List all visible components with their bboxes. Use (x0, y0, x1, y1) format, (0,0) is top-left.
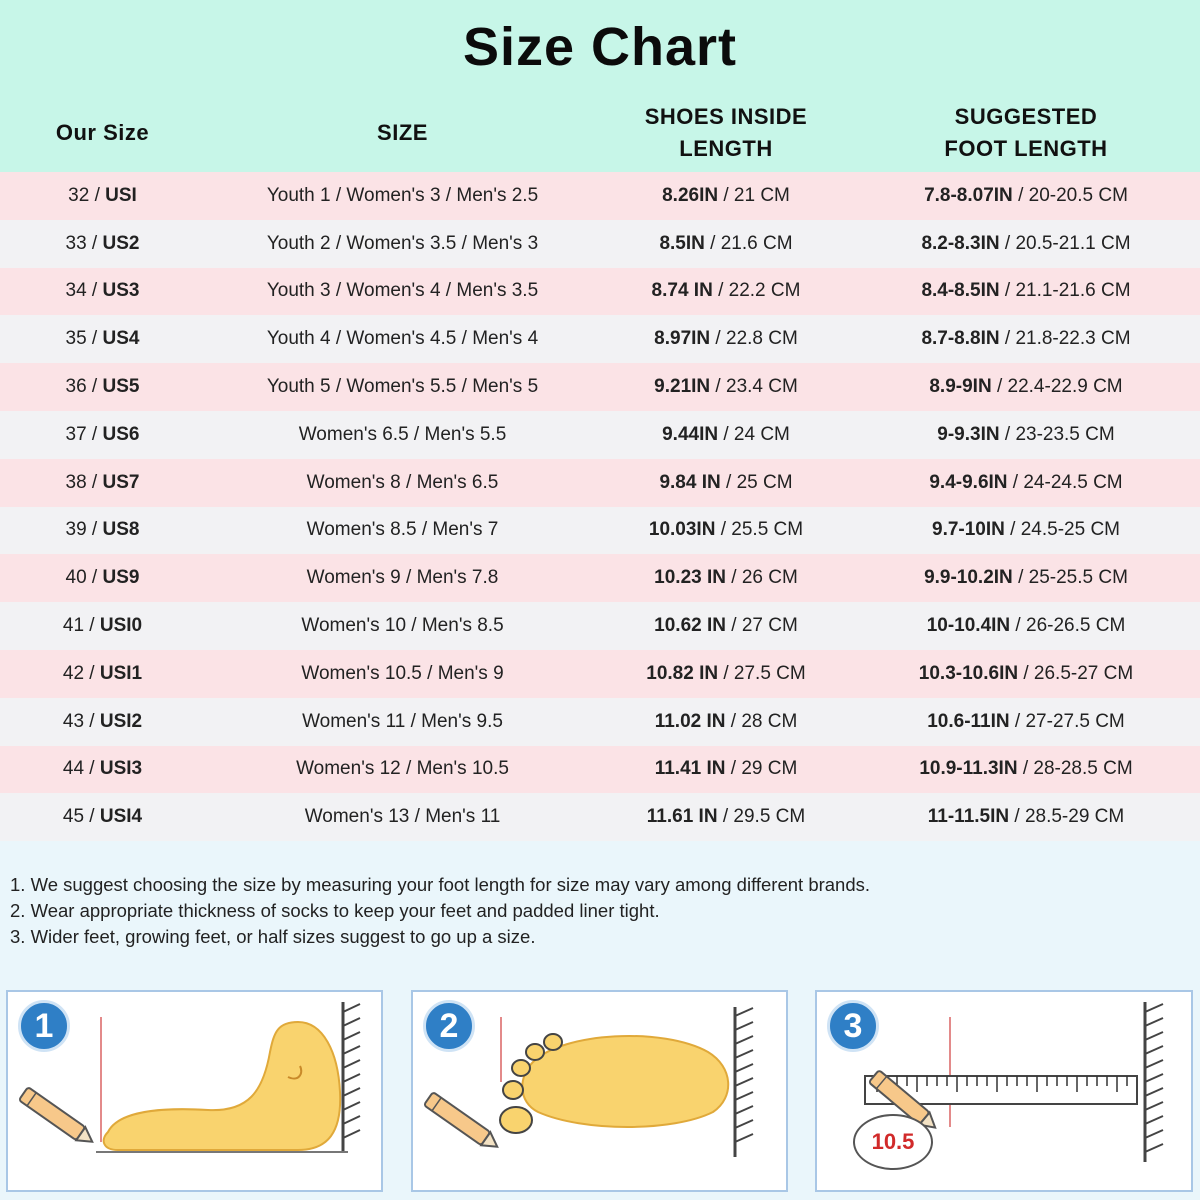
size-cell: Women's 8.5 / Men's 7 (306, 519, 499, 541)
foot-length-in: 9.4-9.6IN (929, 471, 1008, 493)
us-size: USI0 (99, 615, 143, 637)
our-size-cell: 34 / US3 (65, 280, 140, 302)
us-size: US2 (102, 232, 140, 254)
inside-length-in: 10.62 IN (654, 615, 726, 637)
table-row (0, 554, 1200, 602)
inside-length-in: 11.41 IN (654, 758, 726, 780)
note-line: 2. Wear appropriate thickness of socks to keep your feet and padded liner tight. (10, 900, 660, 921)
foot-length-cell: 7.8-8.07IN / 20-20.5 CM (924, 184, 1128, 206)
table-row (0, 315, 1200, 363)
eu-size: 35 (65, 328, 87, 350)
eu-size: 33 (65, 232, 87, 254)
inside-length-cell: 8.97IN / 22.8 CM (654, 328, 798, 350)
foot-length-cell: 10.3-10.6IN / 26.5-27 CM (918, 662, 1134, 684)
us-size: US3 (102, 280, 140, 302)
foot-length-cm: 25-25.5 CM (1028, 567, 1128, 589)
inside-length-cm: 21.6 CM (720, 232, 793, 254)
table-row (0, 746, 1200, 794)
our-size-cell: 40 / US9 (65, 567, 140, 589)
inside-length-in: 8.5IN (659, 232, 705, 254)
foot-length-cell: 8.4-8.5IN / 21.1-21.6 CM (921, 280, 1131, 302)
us-size: US7 (102, 471, 140, 493)
inside-length-cm: 21 CM (733, 184, 790, 206)
foot-length-in: 9.9-10.2IN (924, 567, 1013, 589)
foot-length-cell: 10-10.4IN / 26-26.5 CM (926, 615, 1126, 637)
foot-length-cm: 23-23.5 CM (1015, 423, 1115, 445)
inside-length-cm: 23.4 CM (726, 376, 798, 398)
table-row (0, 602, 1200, 650)
size-cell: Youth 1 / Women's 3 / Men's 2.5 (266, 184, 539, 206)
inside-length-cm: 28 CM (741, 710, 798, 732)
eu-size: 34 (65, 280, 87, 302)
step-1-panel (6, 990, 383, 1192)
step-3-panel (815, 990, 1193, 1192)
step-2-badge: 2 (423, 1000, 475, 1052)
size-cell: Women's 11 / Men's 9.5 (302, 710, 503, 732)
size-cell: Youth 4 / Women's 4.5 / Men's 4 (266, 328, 539, 350)
foot-length-cm: 22.4-22.9 CM (1007, 376, 1123, 398)
our-size-cell: 33 / US2 (65, 232, 140, 254)
size-cell: Youth 5 / Women's 5.5 / Men's 5 (266, 376, 539, 398)
foot-length-cm: 20.5-21.1 CM (1015, 232, 1131, 254)
us-size: US6 (102, 423, 140, 445)
foot-length-cm: 21.8-22.3 CM (1015, 328, 1131, 350)
inside-length-in: 8.97IN (654, 328, 711, 350)
foot-length-cell: 8.7-8.8IN / 21.8-22.3 CM (921, 328, 1131, 350)
our-size-cell: 45 / USI4 (62, 806, 143, 828)
size-cell: Women's 13 / Men's 11 (304, 806, 501, 828)
size-cell: Women's 10.5 / Men's 9 (301, 662, 504, 684)
size-cell: Women's 9 / Men's 7.8 (306, 567, 499, 589)
inside-length-cm: 25 CM (736, 471, 793, 493)
foot-length-cell: 9.9-10.2IN / 25-25.5 CM (924, 567, 1128, 589)
size-cell: Youth 3 / Women's 4 / Men's 3.5 (266, 280, 539, 302)
inside-length-cm: 22.8 CM (726, 328, 798, 350)
inside-length-cell: 9.84 IN / 25 CM (659, 471, 793, 493)
foot-length-cell: 10.9-11.3IN / 28-28.5 CM (919, 758, 1133, 780)
inside-length-cell: 10.03IN / 25.5 CM (648, 519, 804, 541)
us-size: US8 (102, 519, 140, 541)
column-header-foot-length: SUGGESTED FOOT LENGTH (944, 104, 1108, 161)
inside-length-cm: 27.5 CM (733, 662, 806, 684)
eu-size: 39 (65, 519, 87, 541)
foot-length-cm: 28.5-29 CM (1024, 806, 1125, 828)
foot-length-in: 9-9.3IN (937, 423, 1000, 445)
table-row (0, 650, 1200, 698)
table-row (0, 268, 1200, 316)
foot-length-cm: 28-28.5 CM (1033, 758, 1133, 780)
us-size: US5 (102, 376, 140, 398)
column-header-size: SIZE (377, 120, 428, 145)
measurement-reading: 10.5 (853, 1114, 933, 1170)
eu-size: 45 (62, 806, 85, 828)
us-size: USI4 (99, 806, 143, 828)
foot-length-in: 7.8-8.07IN (924, 184, 1013, 206)
foot-length-in: 8.4-8.5IN (921, 280, 1000, 302)
inside-length-cell: 8.26IN / 21 CM (662, 184, 790, 206)
page-title: Size Chart (462, 17, 738, 77)
foot-length-cell: 11-11.5IN / 28.5-29 CM (927, 806, 1125, 828)
us-size: USI1 (99, 662, 143, 684)
foot-length-cm: 20-20.5 CM (1028, 184, 1128, 206)
foot-length-in: 10.3-10.6IN (918, 662, 1019, 684)
inside-length-cm: 26 CM (741, 567, 798, 589)
our-size-cell: 32 / USI (68, 184, 137, 206)
our-size-cell: 38 / US7 (65, 471, 140, 493)
step-3-badge: 3 (827, 1000, 879, 1052)
us-size: USI2 (99, 710, 143, 732)
foot-length-cm: 24-24.5 CM (1023, 471, 1123, 493)
inside-length-in: 9.84 IN (659, 471, 721, 493)
eu-size: 44 (62, 758, 85, 780)
inside-length-cell: 10.82 IN / 27.5 CM (646, 662, 806, 684)
inside-length-cell: 9.21IN / 23.4 CM (654, 376, 798, 398)
eu-size: 37 (65, 423, 87, 445)
inside-length-in: 8.74 IN (651, 280, 713, 302)
inside-length-cell: 10.23 IN / 26 CM (654, 567, 798, 589)
foot-length-cm: 27-27.5 CM (1025, 710, 1125, 732)
foot-length-cm: 26-26.5 CM (1026, 615, 1126, 637)
inside-length-cm: 22.2 CM (728, 280, 801, 302)
eu-size: 42 (62, 662, 85, 684)
inside-length-in: 10.82 IN (646, 662, 719, 684)
inside-length-cell: 11.61 IN / 29.5 CM (646, 806, 806, 828)
foot-length-cell: 9.7-10IN / 24.5-25 CM (932, 519, 1120, 541)
inside-length-cell: 11.41 IN / 29 CM (654, 758, 798, 780)
eu-size: 32 (68, 184, 90, 206)
size-cell: Women's 8 / Men's 6.5 (306, 471, 499, 493)
foot-length-cell: 9.4-9.6IN / 24-24.5 CM (929, 471, 1123, 493)
table-row (0, 411, 1200, 459)
inside-length-in: 9.21IN (654, 376, 711, 398)
step-1-badge: 1 (18, 1000, 70, 1052)
us-size: USI3 (99, 758, 143, 780)
inside-length-cell: 11.02 IN / 28 CM (654, 710, 798, 732)
table-row (0, 363, 1200, 411)
foot-length-cell: 9-9.3IN / 23-23.5 CM (937, 423, 1115, 445)
us-size: USI (105, 184, 137, 206)
table-row (0, 459, 1200, 507)
eu-size: 36 (65, 376, 87, 398)
column-header-our-size: Our Size (55, 120, 150, 145)
our-size-cell: 39 / US8 (65, 519, 140, 541)
inside-length-cm: 29.5 CM (733, 806, 806, 828)
foot-length-cm: 24.5-25 CM (1020, 519, 1120, 541)
eu-size: 38 (65, 471, 87, 493)
our-size-cell: 42 / USI1 (62, 662, 143, 684)
us-size: US9 (102, 567, 140, 589)
header-band (0, 0, 1200, 172)
inside-length-cell: 8.5IN / 21.6 CM (659, 232, 793, 254)
eu-size: 41 (62, 615, 85, 637)
table-row (0, 172, 1200, 220)
inside-length-cm: 29 CM (741, 758, 798, 780)
size-cell: Youth 2 / Women's 3.5 / Men's 3 (266, 232, 539, 254)
column-header-inside-length: SHOES INSIDE LENGTH (644, 104, 808, 161)
our-size-cell: 41 / USI0 (62, 615, 143, 637)
inside-length-cell: 10.62 IN / 27 CM (654, 615, 798, 637)
inside-length-cm: 27 CM (741, 615, 798, 637)
our-size-cell: 44 / USI3 (62, 758, 143, 780)
our-size-cell: 43 / USI2 (62, 710, 143, 732)
foot-length-cm: 26.5-27 CM (1033, 662, 1134, 684)
size-cell: Women's 10 / Men's 8.5 (301, 615, 504, 637)
foot-length-in: 8.9-9IN (929, 376, 992, 398)
inside-length-in: 10.03IN (648, 519, 716, 541)
size-cell: Women's 6.5 / Men's 5.5 (298, 423, 507, 445)
foot-length-cell: 8.2-8.3IN / 20.5-21.1 CM (921, 232, 1131, 254)
inside-length-cm: 25.5 CM (731, 519, 804, 541)
foot-length-in: 11-11.5IN (927, 806, 1010, 828)
inside-length-in: 11.61 IN (646, 806, 718, 828)
note-line: 3. Wider feet, growing feet, or half sizes suggest to go up a size. (10, 926, 536, 947)
table-row (0, 507, 1200, 555)
our-size-cell: 36 / US5 (65, 376, 140, 398)
our-size-cell: 37 / US6 (65, 423, 140, 445)
eu-size: 40 (65, 567, 87, 589)
note-line: 1. We suggest choosing the size by measuring your foot length for size may vary among different brands. (10, 874, 871, 895)
eu-size: 43 (62, 710, 85, 732)
notes-section (10, 872, 1190, 950)
foot-length-cm: 21.1-21.6 CM (1015, 280, 1131, 302)
inside-length-in: 9.44IN (662, 423, 719, 445)
inside-length-in: 8.26IN (662, 184, 719, 206)
foot-length-cell: 8.9-9IN / 22.4-22.9 CM (929, 376, 1123, 398)
foot-length-in: 10-10.4IN (926, 615, 1011, 637)
size-table (0, 172, 1200, 841)
table-row (0, 220, 1200, 268)
inside-length-in: 10.23 IN (654, 567, 726, 589)
foot-length-in: 9.7-10IN (932, 519, 1005, 541)
table-row (0, 698, 1200, 746)
foot-length-cell: 10.6-11IN / 27-27.5 CM (927, 710, 1125, 732)
foot-length-in: 8.2-8.3IN (921, 232, 1000, 254)
foot-length-in: 10.9-11.3IN (919, 758, 1018, 780)
inside-length-cell: 8.74 IN / 22.2 CM (651, 280, 801, 302)
step-2-panel (411, 990, 788, 1192)
table-row (0, 793, 1200, 841)
inside-length-cm: 24 CM (733, 423, 790, 445)
us-size: US4 (102, 328, 140, 350)
size-cell: Women's 12 / Men's 10.5 (296, 758, 509, 780)
inside-length-cell: 9.44IN / 24 CM (662, 423, 790, 445)
our-size-cell: 35 / US4 (65, 328, 140, 350)
foot-length-in: 10.6-11IN (927, 710, 1010, 732)
inside-length-in: 11.02 IN (654, 710, 726, 732)
foot-length-in: 8.7-8.8IN (921, 328, 1000, 350)
